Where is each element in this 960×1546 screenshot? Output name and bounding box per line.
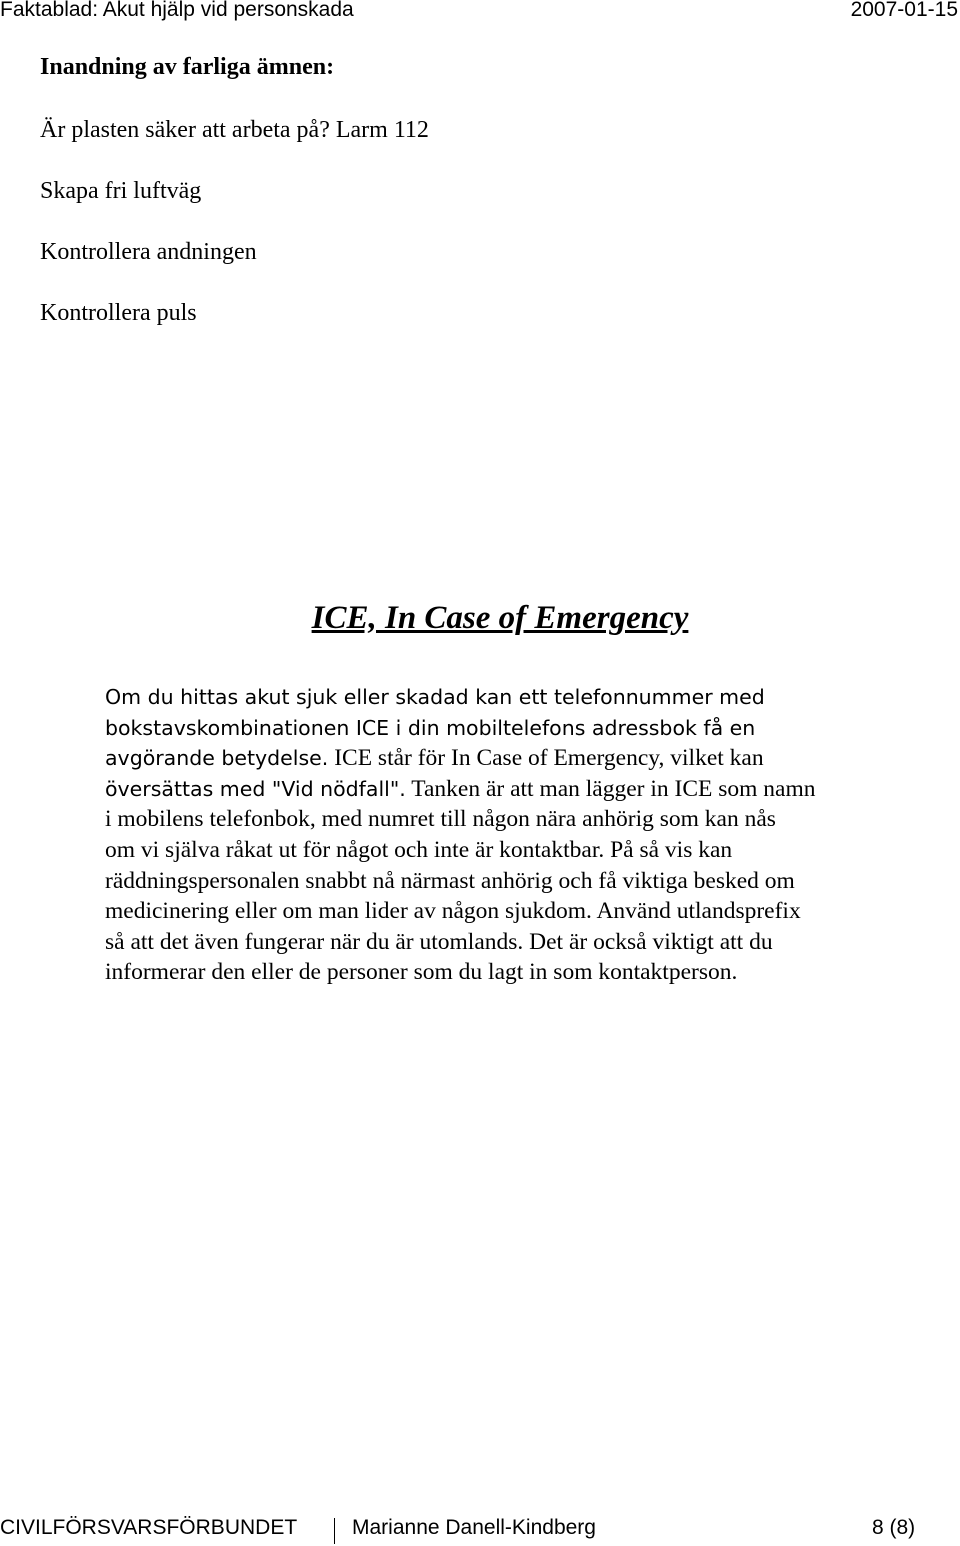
- footer-org: CIVILFÖRSVARSFÖRBUNDET: [0, 1516, 298, 1539]
- line-airway: Skapa fri luftväg: [40, 178, 202, 204]
- ice-heading: ICE, In Case of Emergency: [311, 600, 689, 636]
- ice-text-3: avgörande betydelse.: [105, 746, 329, 771]
- header-title: Faktablad: Akut hjälp vid personskada: [0, 0, 354, 21]
- ice-text-11: medicinering eller om man lider av någon sjukdom.: [105, 898, 592, 925]
- footer-author: Marianne Danell-Kindberg: [352, 1516, 596, 1539]
- page-header: [0, 0, 960, 22]
- ice-text-4: ICE står för In Case of Emergency, vilket kan: [328, 745, 764, 772]
- footer-separator: [334, 1518, 335, 1544]
- ice-text-6: Tanken är att man lägger in ICE som namn: [405, 775, 816, 802]
- page-footer: [0, 1516, 960, 1546]
- ice-text-12: Använd utlandsprefix: [591, 898, 801, 925]
- ice-text-5: översättas med "Vid nödfall".: [105, 776, 406, 801]
- line-larm: Är plasten säker att arbeta på? Larm 112: [40, 117, 429, 143]
- ice-text-10: räddningspersonalen snabbt nå närmast anhörig och få viktiga besked om: [105, 867, 795, 894]
- ice-text-8: om vi själva råkat ut för något och inte är kontaktbar.: [105, 836, 605, 863]
- ice-text-14: Det är också viktigt att du: [523, 928, 773, 955]
- header-date: 2007-01-15: [850, 0, 958, 21]
- ice-text-2: bokstavskombinationen ICE i din mobiltelefons adressbok få en: [105, 715, 756, 740]
- line-pulse: Kontrollera puls: [40, 300, 197, 326]
- ice-paragraph: [105, 682, 905, 988]
- ice-text-9: På så vis kan: [604, 836, 733, 863]
- section-title: Inandning av farliga ämnen:: [40, 54, 335, 80]
- line-breathing: Kontrollera andningen: [40, 239, 257, 265]
- ice-text-13: så att det även fungerar när du är utomlands.: [105, 928, 524, 955]
- ice-text-1: Om du hittas akut sjuk eller skadad kan ett telefonnummer med: [105, 685, 765, 709]
- ice-text-7: i mobilens telefonbok, med numret till någon nära anhörig som kan nås: [105, 806, 776, 833]
- ice-text-15: informerar den eller de personer som du lagt in som kontaktperson.: [105, 959, 738, 986]
- footer-page-number: 8 (8): [872, 1516, 916, 1539]
